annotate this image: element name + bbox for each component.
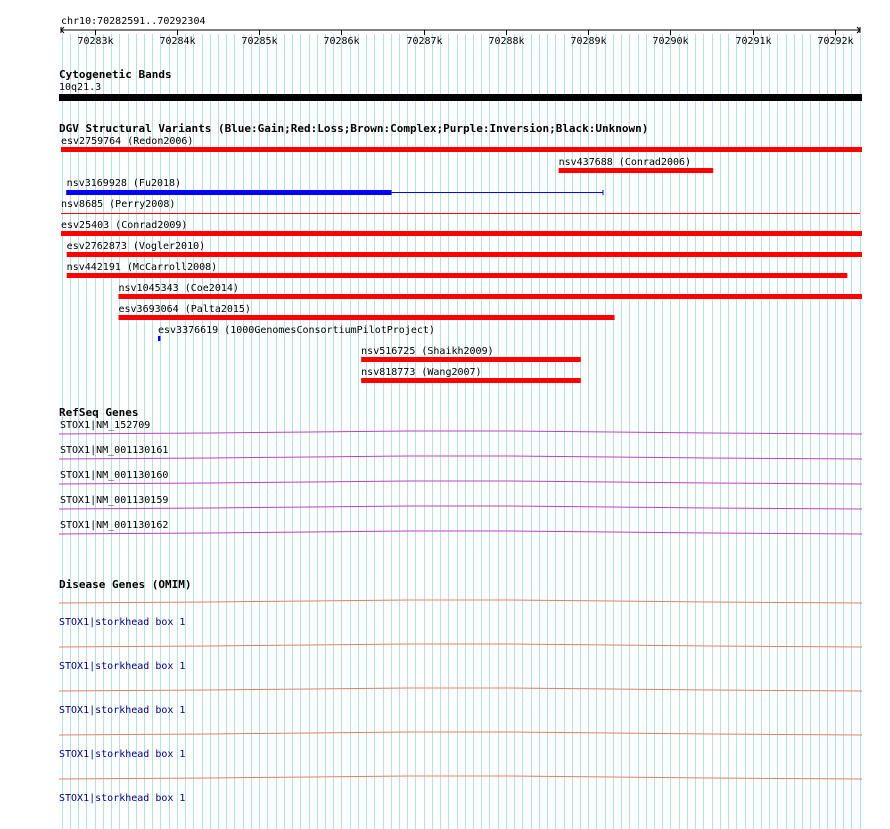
dgv-variant-label: nsv437688 (Conrad2006) [558,157,692,168]
dgv-variant-label: esv2759764 (Redon2006) [61,136,194,147]
dgv-variant-bar[interactable] [67,252,862,257]
refseq-gene-line[interactable] [59,481,862,484]
dgv-variant-bar[interactable] [61,147,862,152]
omim-gene-line[interactable] [59,644,862,647]
dgv-variant[interactable] [67,241,862,257]
dgv-variant-bar[interactable] [119,294,862,299]
dgv-variant[interactable] [119,283,862,299]
dgv-variant-bar[interactable] [559,168,714,173]
refseq-gene[interactable] [59,470,862,484]
dgv-variant-bar[interactable] [67,190,392,195]
track-refseq[interactable] [59,406,862,534]
omim-gene-label[interactable]: STOX1|storkhead box 1 [59,793,186,804]
refseq-gene-line[interactable] [59,506,862,509]
refseq-gene-label: STOX1|NM_001130162 [60,520,169,531]
position-label: chr10:70282591..70292304 [61,16,206,27]
ruler-tick-label: 70287k [406,36,443,47]
refseq-genes [59,420,862,534]
omim-gene[interactable] [59,688,862,716]
dgv-variant-label: esv25403 (Conrad2009) [61,220,188,231]
dgv-variant-label: nsv3169928 (Fu2018) [66,178,182,189]
dgv-variant[interactable] [61,199,860,214]
ruler-tick-label: 70288k [488,36,525,47]
cyto-band-label: 10q21.3 [59,82,102,93]
ruler-tick-label: 70289k [570,36,607,47]
omim-genes [59,600,862,804]
omim-gene-line[interactable] [59,600,862,603]
refseq-gene-label: STOX1|NM_152709 [60,420,151,431]
omim-gene[interactable] [59,600,862,628]
ruler-tick-label: 70291k [735,36,772,47]
omim-gene-line[interactable] [59,776,862,779]
dgv-variant-bar[interactable] [361,378,581,383]
dgv-variant[interactable] [158,325,435,341]
dgv-variant-label: nsv8685 (Perry2008) [61,199,176,210]
track-dgv[interactable] [59,122,862,383]
ruler-tick-label: 70283k [77,36,114,47]
refseq-gene-line[interactable] [59,431,862,434]
track-title-refseq: RefSeq Genes [59,406,139,419]
ruler [61,16,860,47]
refseq-gene-line[interactable] [59,456,862,459]
dgv-variant-bar[interactable] [61,231,862,236]
dgv-variant-label: nsv516725 (Shaikh2009) [361,346,494,357]
track-title-omim: Disease Genes (OMIM) [59,578,192,591]
ruler-tick-label: 70285k [241,36,278,47]
omim-gene-label[interactable]: STOX1|storkhead box 1 [59,661,186,672]
dgv-variant-label: esv3693064 (Palta2015) [118,304,251,315]
refseq-gene-label: STOX1|NM_001130161 [60,445,169,456]
omim-gene-label[interactable]: STOX1|storkhead box 1 [59,705,186,716]
omim-gene[interactable] [59,776,862,804]
dgv-variant-bar[interactable] [158,336,160,341]
dgv-variant-bar[interactable] [361,357,581,362]
ruler-tick-label: 70290k [652,36,689,47]
refseq-gene[interactable] [59,445,862,459]
dgv-variant[interactable] [61,136,862,152]
dgv-variant-label: esv2762873 (Vogler2010) [66,241,206,252]
refseq-gene-label: STOX1|NM_001130159 [60,495,169,506]
refseq-gene[interactable] [59,420,862,434]
omim-gene-label[interactable]: STOX1|storkhead box 1 [59,617,186,628]
track-cytogenetic-bands[interactable] [59,68,862,101]
track-title-cyto: Cytogenetic Bands [59,68,172,81]
cyto-band-bar[interactable] [59,94,862,101]
omim-gene[interactable] [59,644,862,672]
dgv-variant-bar[interactable] [119,315,615,320]
dgv-variant-bar[interactable] [67,273,848,278]
omim-gene-label[interactable]: STOX1|storkhead box 1 [59,749,186,760]
dgv-variants [61,136,862,383]
dgv-variant-label: esv3376619 (1000GenomesConsortiumPilotProject) [157,325,435,336]
track-omim[interactable] [59,578,862,804]
refseq-gene-label: STOX1|NM_001130160 [60,470,169,481]
omim-gene-line[interactable] [59,732,862,735]
omim-gene[interactable] [59,732,862,760]
omim-gene-line[interactable] [59,688,862,691]
ruler-tick-label: 70286k [323,36,360,47]
ruler-tick-label: 70292k [817,36,854,47]
dgv-variant-label: nsv442191 (McCarroll2008) [66,262,218,273]
refseq-gene-line[interactable] [59,531,862,534]
dgv-variant-label: nsv1045343 (Coe2014) [118,283,239,294]
ruler-tick-label: 70284k [159,36,196,47]
dgv-variant[interactable] [559,157,714,173]
refseq-gene[interactable] [59,495,862,509]
refseq-gene[interactable] [59,520,862,534]
dgv-variant[interactable] [61,220,862,236]
track-title-dgv: DGV Structural Variants (Blue:Gain;Red:Loss;Brown:Complex;Purple:Inversion;Black:Unknown) [59,122,649,135]
dgv-variant-label: nsv818773 (Wang2007) [361,367,482,378]
